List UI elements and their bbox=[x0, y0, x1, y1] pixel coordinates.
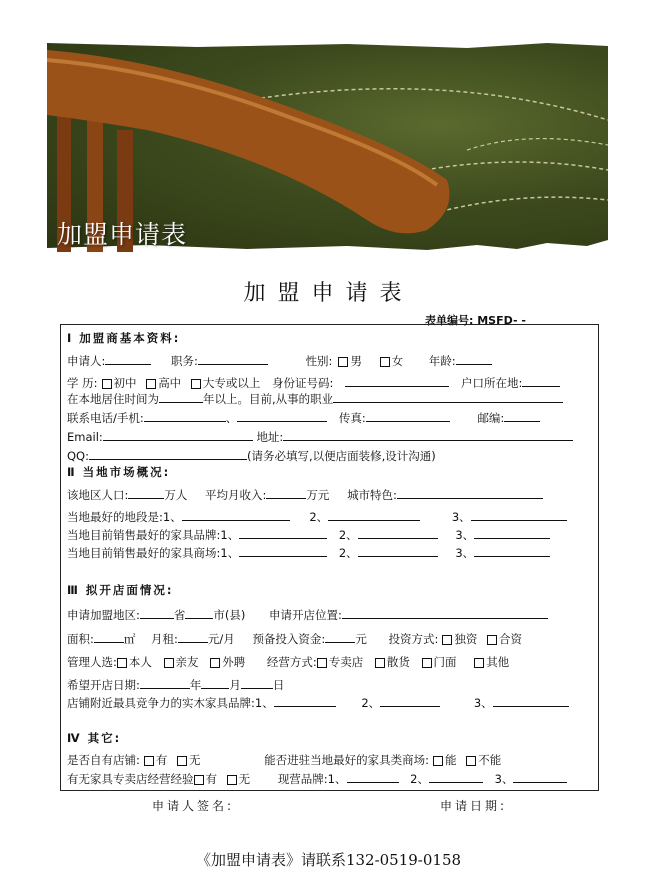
email-field[interactable] bbox=[103, 429, 253, 441]
male-checkbox[interactable] bbox=[338, 357, 348, 367]
population-field[interactable] bbox=[128, 487, 164, 499]
best-brand-field-3[interactable] bbox=[474, 527, 550, 539]
best-location-row: 当地最好的地段是:1、 2、 3、 bbox=[67, 509, 567, 524]
city-field[interactable] bbox=[185, 607, 213, 619]
province-field[interactable] bbox=[140, 607, 174, 619]
residence-row: 在本地居住时间为 年以上。目前,从事的职业 bbox=[67, 391, 563, 406]
city-feature-field[interactable] bbox=[397, 487, 543, 499]
hukou-field[interactable] bbox=[522, 375, 560, 387]
footer-contact: 《加盟申请表》请联系132-0519-0158 bbox=[195, 851, 462, 869]
residence-years-field[interactable] bbox=[159, 391, 203, 403]
open-year-field[interactable] bbox=[140, 677, 190, 689]
op-other-checkbox[interactable] bbox=[474, 658, 484, 668]
occupation-field[interactable] bbox=[333, 391, 563, 403]
best-location-field-1[interactable] bbox=[182, 509, 290, 521]
best-store-field-2[interactable] bbox=[358, 545, 438, 557]
best-location-field-3[interactable] bbox=[471, 509, 567, 521]
fax-field[interactable] bbox=[366, 410, 450, 422]
application-form bbox=[60, 324, 599, 791]
applicant-signature-label: 申请人签名: bbox=[152, 799, 235, 813]
own-store-no-checkbox[interactable] bbox=[177, 756, 187, 766]
header-banner-image bbox=[47, 40, 608, 252]
form-number: 表单编号: MSFD- - bbox=[425, 314, 526, 327]
own-store-yes-checkbox[interactable] bbox=[144, 756, 154, 766]
competitors-row: 店铺附近最具竞争力的实木家具品牌:1、 2、 3、 bbox=[67, 695, 569, 710]
open-month-field[interactable] bbox=[201, 677, 229, 689]
education-row: 学 历: 初中 高中 大专或以上 身份证号码: 户口所在地: bbox=[67, 375, 560, 390]
area-field[interactable] bbox=[94, 631, 124, 643]
op-bulk-checkbox[interactable] bbox=[375, 658, 385, 668]
current-brand-field-1[interactable] bbox=[347, 771, 399, 783]
best-store-field-3[interactable] bbox=[474, 545, 550, 557]
position-field[interactable] bbox=[198, 353, 268, 365]
section-3-heading: Ⅲ 拟开店面情况: bbox=[67, 583, 174, 597]
best-store-row: 当地目前销售最好的家具商场:1、 2、 3、 bbox=[67, 545, 550, 560]
mall-cannot-checkbox[interactable] bbox=[466, 756, 476, 766]
email-row: Email: 地址: bbox=[67, 429, 573, 444]
manager-row: 管理人选: 本人 亲友 外聘 经营方式: 专卖店 散货 门面 其他 bbox=[67, 655, 510, 669]
mgr-self-checkbox[interactable] bbox=[117, 658, 127, 668]
population-row: 该地区人口: 万人 平均月收入: 万元 城市特色: bbox=[67, 487, 543, 502]
edu-junior-checkbox[interactable] bbox=[102, 379, 112, 389]
application-date-label: 申请日期: bbox=[440, 799, 508, 813]
open-date-row: 希望开店日期: 年 月 日 bbox=[67, 678, 285, 692]
op-storefront-checkbox[interactable] bbox=[422, 658, 432, 668]
budget-field[interactable] bbox=[325, 631, 355, 643]
best-brand-field-1[interactable] bbox=[239, 527, 327, 539]
experience-no-checkbox[interactable] bbox=[227, 775, 237, 785]
age-field[interactable] bbox=[456, 353, 492, 365]
banner-title: 加盟申请表 bbox=[57, 220, 188, 249]
phone-field-2[interactable] bbox=[237, 410, 327, 422]
own-store-row: 是否自有店铺: 有 无 能否进驻当地最好的家具类商场: 能 不能 bbox=[67, 753, 502, 767]
open-day-field[interactable] bbox=[241, 677, 273, 689]
qq-field[interactable] bbox=[89, 448, 247, 460]
current-brand-field-3[interactable] bbox=[513, 771, 567, 783]
qq-row: QQ: (请务必填写,以便店面装修,设计沟通) bbox=[67, 449, 436, 463]
rent-field[interactable] bbox=[178, 631, 208, 643]
mgr-hired-checkbox[interactable] bbox=[210, 658, 220, 668]
mall-can-checkbox[interactable] bbox=[433, 756, 443, 766]
experience-row: 有无家具专卖店经营经验 有 无 现营品牌:1、 2、 3、 bbox=[67, 771, 567, 786]
applicant-row: 申请人: 职务: 性别: 男 女 年龄: bbox=[67, 353, 492, 368]
section-2-heading: Ⅱ 当地市场概况: bbox=[67, 465, 171, 479]
section-1-heading: Ⅰ 加盟商基本资料: bbox=[67, 331, 181, 345]
competitor-field-2[interactable] bbox=[380, 695, 440, 707]
edu-college-checkbox[interactable] bbox=[191, 379, 201, 389]
best-brand-field-2[interactable] bbox=[358, 527, 438, 539]
income-field[interactable] bbox=[266, 487, 306, 499]
invest-sole-checkbox[interactable] bbox=[442, 635, 452, 645]
form-title: 加盟申请表 bbox=[243, 281, 414, 306]
best-location-field-2[interactable] bbox=[328, 509, 420, 521]
location-field[interactable] bbox=[342, 607, 548, 619]
applicant-field[interactable] bbox=[105, 353, 151, 365]
invest-joint-checkbox[interactable] bbox=[487, 635, 497, 645]
best-brand-row: 当地目前销售最好的家具品牌:1、 2、 3、 bbox=[67, 527, 550, 542]
op-exclusive-checkbox[interactable] bbox=[317, 658, 327, 668]
phone-field-1[interactable] bbox=[144, 410, 226, 422]
section-4-heading: Ⅳ 其它: bbox=[67, 731, 122, 745]
postcode-field[interactable] bbox=[504, 410, 540, 422]
female-checkbox[interactable] bbox=[380, 357, 390, 367]
id-number-field[interactable] bbox=[345, 375, 449, 387]
experience-yes-checkbox[interactable] bbox=[194, 775, 204, 785]
phone-row: 联系电话/手机: 、 传真: 邮编: bbox=[67, 410, 540, 425]
competitor-field-1[interactable] bbox=[274, 695, 336, 707]
address-field[interactable] bbox=[283, 429, 573, 441]
region-row: 申请加盟地区: 省 市(县) 申请开店位置: bbox=[67, 607, 548, 622]
current-brand-field-2[interactable] bbox=[429, 771, 483, 783]
mgr-relative-checkbox[interactable] bbox=[164, 658, 174, 668]
competitor-field-3[interactable] bbox=[493, 695, 569, 707]
edu-senior-checkbox[interactable] bbox=[146, 379, 156, 389]
best-store-field-1[interactable] bbox=[239, 545, 327, 557]
area-row: 面积: ㎡ 月租: 元/月 预备投入资金: 元 投资方式: 独资 合资 bbox=[67, 632, 522, 646]
